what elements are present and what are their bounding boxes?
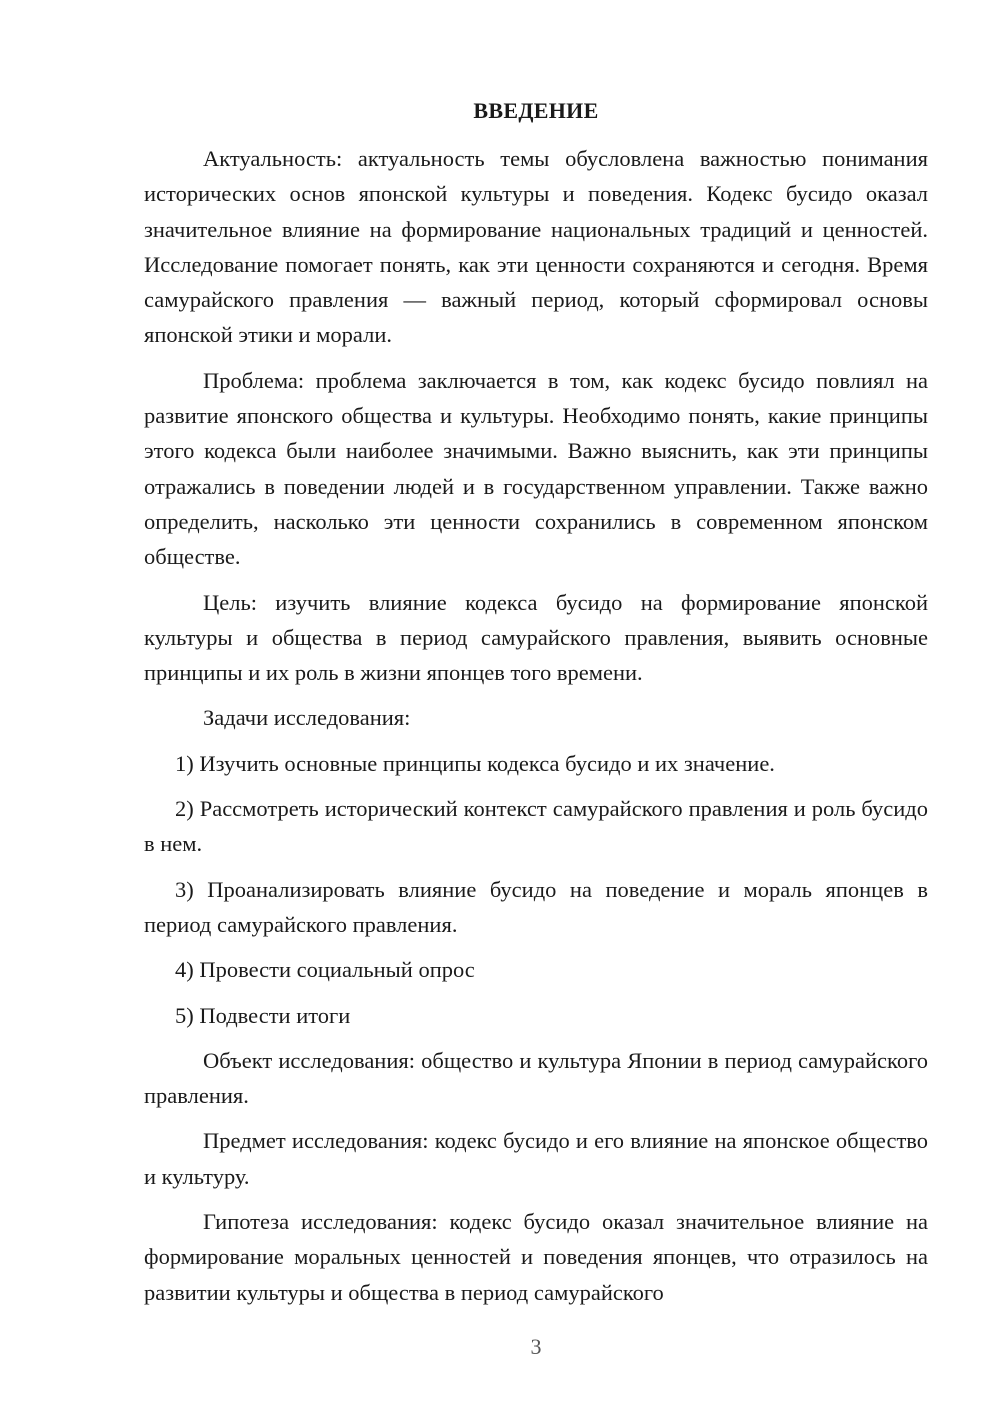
page-title: ВВЕДЕНИЕ bbox=[473, 98, 599, 123]
relevance-paragraph: Актуальность: актуальность темы обусловлена важностью понимания исторических основ японской культуры и поведения. Кодекс бусидо оказал значительное влияние на формирование национальных традиций и ценностей. Исследование помогает понять, как эти ценности сохраняются и сегодня. Время самурайского правления — важный период, который сформировал основы японской этики и морали. bbox=[144, 146, 928, 348]
task-item-5: 5) Подвести итоги bbox=[175, 1002, 351, 1028]
hypothesis-paragraph: Гипотеза исследования: кодекс бусидо оказал значительное влияние на формирование моральных ценностей и поведения японцев, что отразилось на развитии культуры и общества в период самурайского bbox=[144, 1209, 928, 1305]
task-item-1: 1) Изучить основные принципы кодекса бусидо и их значение. bbox=[175, 750, 775, 776]
object-paragraph: Объект исследования: общество и культура Японии в период самурайского правления. bbox=[144, 1047, 928, 1109]
task-item-3: 3) Проанализировать влияние бусидо на поведение и мораль японцев в период самурайского правления. bbox=[144, 876, 928, 937]
task-item-2: 2) Рассмотреть исторический контекст самурайского правления и роль бусидо в нем. bbox=[144, 796, 928, 857]
page-number: 3 bbox=[530, 1334, 542, 1359]
tasks-heading: Задачи исследования: bbox=[203, 705, 411, 731]
subject-paragraph: Предмет исследования: кодекс бусидо и его влияние на японское общество и культуру. bbox=[144, 1128, 928, 1189]
goal-paragraph: Цель: изучить влияние кодекса бусидо на формирование японской культуры и общества в период самурайского правления, выявить основные принципы и их роль в жизни японцев того времени. bbox=[144, 589, 928, 686]
document-body bbox=[144, 141, 928, 1310]
task-item-4: 4) Провести социальный опрос bbox=[175, 957, 475, 983]
problem-paragraph: Проблема: проблема заключается в том, как кодекс бусидо повлиял на развитие японского общества и культуры. Необходимо понять, какие принципы этого кодекса были наиболее значимыми. Важно выяснить, как эти принципы отражались в поведении людей и в государственном управлении. Также важно определить, насколько эти ценности сохранились в современном японском обществе. bbox=[144, 367, 928, 570]
